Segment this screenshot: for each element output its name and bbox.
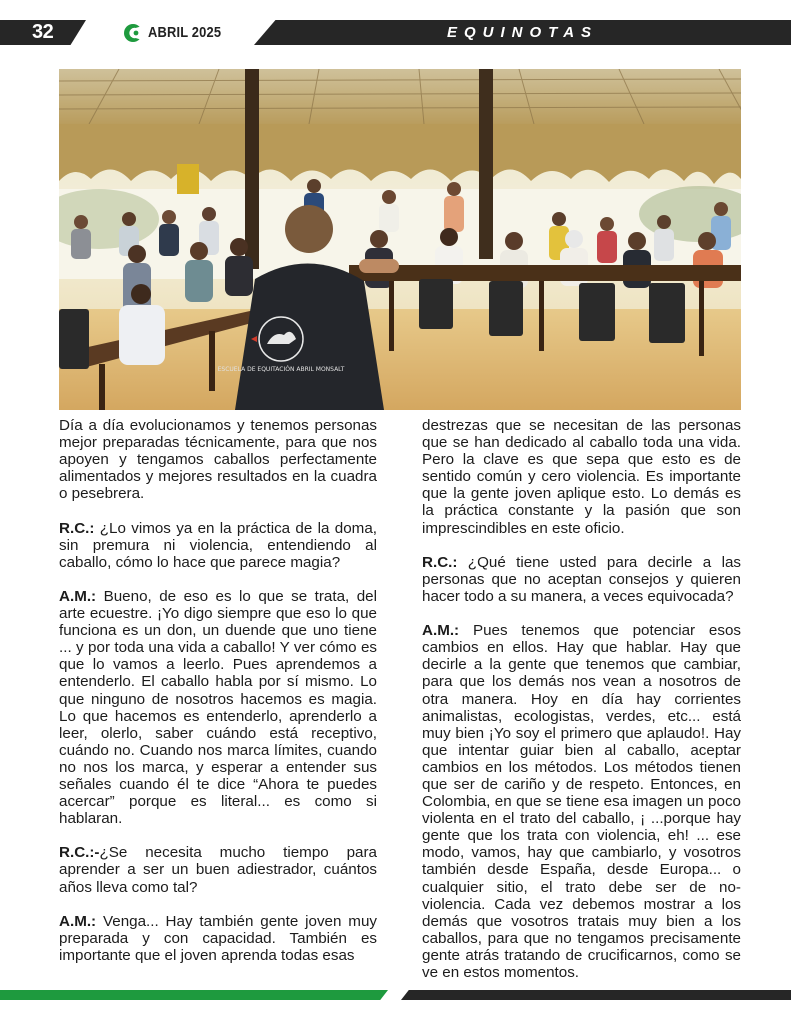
paragraph-text: ¿Qué tiene usted para decirle a las personas que no aceptan consejos y quieren hacer todo a su manera, a veces equivocada? [422,553,741,605]
paragraph-text: Día a día evolucionamos y tenemos personas mejor preparadas técnicamente, para que nos apoyen y tengamos caballos perfectamente alimentados y mejores resultados en la cuadra o pesebrera. [59,417,377,503]
article-column-right [422,417,741,981]
paragraph [59,588,377,827]
speaker-label: R.C.: [422,553,458,571]
page-number: 32 [32,21,54,43]
paragraph-text: ¿Lo vimos ya en la práctica de la doma, sin premura ni violencia, entendiendo al caballo, cómo lo hace que parece magia? [59,519,377,571]
shirt-emblem-text: ESCUELA DE EQUITACIÓN ABRIL MONSALT [217,366,345,373]
speaker-label: A.M.: [59,587,97,605]
paragraph [422,554,741,605]
paragraph-text: Pues tenemos que potenciar esos cambios en ellos. Hay que hablar. Hay que decirle a la gente que tenemos que cambiar, para que los demás nos vean a nosotros de otra manera. Hoy en día hay corrientes animalistas, ecologistas, verdes, etc... está muy bien ¡Yo soy el primero que aplaudo!. Hay que intentar guiar bien al caballo, aceptar cambios en los métodos. Los métodos tienen que ser de cariño y de respeto. Entonces, en Colombia, en que se tiene esa imagen un poco violenta en el trato del caballo, ¡ ...porque hay gente que los trata con violencia, eh! ... ese modo, vamos, hay que cambiarlo, y vosotros también desde España, desde Europa... o cualquier sitio, el trato debe ser de no-violencia. Cada vez debemos mostrar a los demás que vosotros tratais muy bien a los caballos, para que no tengamos precisamente gente atrás tratando de crucificarnos, como se ve en estos momentos. [422,622,741,981]
paragraph [422,622,741,981]
paragraph [59,844,377,895]
paragraph-text: Venga... Hay también gente joven muy preparada y con capacidad. También es importante que el joven aprenda todas esas [59,912,377,964]
article-photo [59,69,741,410]
paragraph-text: destrezas que se necesitan de las personas que se han dedicado al caballo toda una vida. Pero la clave es que sepa que esto es de sentido común y cero violencia. Es importante que la gente joven aplique esto. Lo demás es la práctica constante y la pasión que son imprescindibles en este oficio. [422,417,741,537]
magazine-logo-icon [123,23,143,43]
paragraph [422,417,741,537]
section-title: EQUINOTAS [446,24,599,41]
photo-meeting-under-thatched-roof [59,69,741,410]
speaker-label: A.M.: [422,622,460,640]
footer-dark-band [401,990,791,1000]
speaker-label: R.C.:- [59,844,100,862]
paragraph-text: Bueno, de eso es lo que se trata, del arte ecuestre. ¡Yo digo siempre que eso lo que funciona es un don, un duende que uno tiene ... y por toda una vida a caballo! Y ver cómo es que lo vamos a leerlo. Pues aprendemos a entenderlo. El caballo habla por sí mismo. Lo que ninguno de nosotros hacemos es magia. Lo que hacemos es entenderlo, aprenderlo a leer, olerlo, saber cuándo está receptivo, cuándo no. Cuando nos marca límites, cuando no nos los marca, y esperar a entender sus señales cuando él te dice “Ahora te puedes acercar” porque es literal... es como si hablaran. [59,587,377,828]
article-column-left [59,417,377,964]
speaker-label: A.M.: [59,912,97,930]
speaker-label: R.C.: [59,519,95,537]
paragraph [59,417,377,502]
paragraph [59,913,377,964]
paragraph [59,520,377,571]
paragraph-text: ¿Se necesita mucho tiempo para aprender a ser un buen adiestrador, cuántos años lleva como tal? [59,844,377,896]
issue-date: ABRIL 2025 [148,24,222,41]
footer-green-band [0,990,388,1000]
